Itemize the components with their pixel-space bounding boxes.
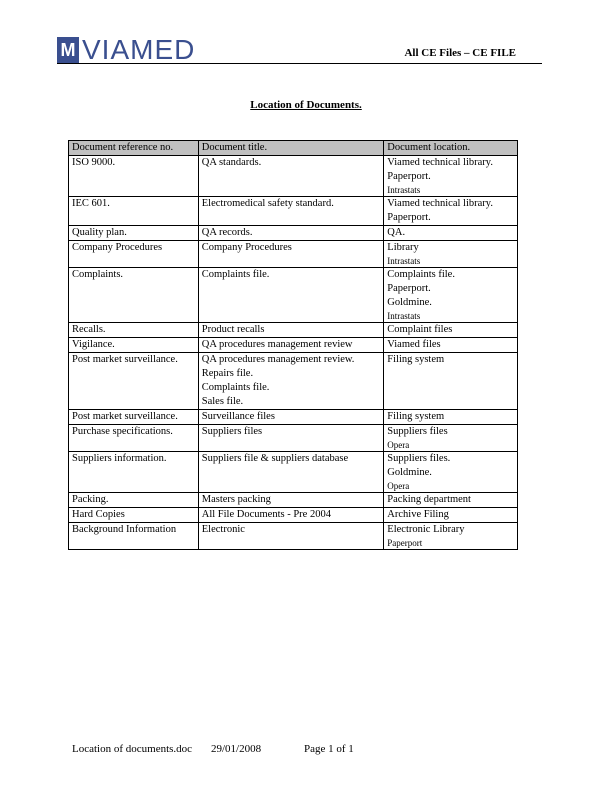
table-body	[69, 156, 518, 550]
table-header-row	[69, 141, 518, 156]
cell-location	[384, 425, 518, 452]
location-line: Packing department	[387, 494, 471, 505]
cell-title	[198, 197, 384, 226]
logo-text: VIAMED	[82, 34, 196, 65]
title-line: Surveillance files	[201, 411, 275, 422]
table-row	[69, 523, 518, 550]
title-line: Suppliers files	[201, 426, 263, 437]
cell-location	[384, 353, 518, 410]
cell-location	[384, 523, 518, 550]
cell-title	[198, 268, 384, 323]
location-line: Goldmine.	[387, 467, 432, 478]
title-line: Product recalls	[201, 324, 265, 335]
table-row	[69, 452, 518, 493]
cell-title	[198, 508, 384, 523]
location-line: Viamed technical library.	[387, 157, 493, 168]
location-line: Complaints file.	[387, 269, 455, 280]
table-row	[69, 226, 518, 241]
cell-location	[384, 268, 518, 323]
cell-reference: Vigilance.	[69, 338, 199, 353]
cell-location	[384, 241, 518, 268]
cell-title	[198, 241, 384, 268]
cell-reference: Complaints.	[69, 268, 199, 323]
table-row	[69, 241, 518, 268]
location-line: Paperport.	[387, 171, 431, 182]
cell-location	[384, 508, 518, 523]
title-line: Complaints file.	[201, 382, 270, 393]
location-line: Goldmine.	[387, 297, 432, 308]
cell-reference: Suppliers information.	[69, 452, 199, 493]
cell-title	[198, 425, 384, 452]
cell-title	[198, 493, 384, 508]
cell-title	[198, 156, 384, 197]
table-row	[69, 493, 518, 508]
title-line: QA standards.	[201, 157, 262, 168]
title-line: Complaints file.	[201, 269, 270, 280]
title-line: Masters packing	[201, 494, 271, 505]
footer-filename: Location of documents.doc	[72, 743, 193, 755]
title-line: All File Documents - Pre 2004	[201, 509, 331, 520]
table-row	[69, 353, 518, 410]
location-line: Archive Filing	[387, 509, 449, 520]
location-line: Intrastats	[387, 185, 421, 195]
cell-location	[384, 410, 518, 425]
location-line: Paperport.	[387, 283, 431, 294]
table-row	[69, 156, 518, 197]
title-line: QA procedures management review.	[201, 354, 355, 365]
cell-title	[198, 226, 384, 241]
title-line: Sales file.	[201, 396, 244, 407]
location-line: Electronic Library	[387, 524, 465, 535]
table-row	[69, 425, 518, 452]
column-header-reference: Document reference no.	[69, 141, 199, 156]
header-divider	[57, 63, 542, 64]
location-line: Filing system	[387, 411, 445, 422]
table-row	[69, 323, 518, 338]
location-line: Filing system	[387, 354, 445, 365]
cell-location	[384, 493, 518, 508]
column-header-title: Document title.	[198, 141, 384, 156]
title-line: Electromedical safety standard.	[201, 198, 334, 209]
location-line: QA.	[387, 227, 406, 238]
title-line: QA procedures management review	[201, 339, 353, 350]
header-title: All CE Files – CE FILE	[404, 47, 516, 59]
title-line: Electronic	[201, 524, 245, 535]
location-line: Paperport.	[387, 212, 431, 223]
cell-reference: IEC 601.	[69, 197, 199, 226]
location-line: Paperport	[387, 538, 423, 548]
cell-reference: Purchase specifications.	[69, 425, 199, 452]
table-row	[69, 268, 518, 323]
cell-reference: Quality plan.	[69, 226, 199, 241]
table-row	[69, 508, 518, 523]
page-footer	[72, 743, 354, 755]
cell-title	[198, 323, 384, 338]
location-line: Library	[387, 242, 419, 253]
cell-location	[384, 156, 518, 197]
location-line: Opera	[387, 440, 410, 450]
documents-table	[68, 140, 518, 550]
cell-reference: Recalls.	[69, 323, 199, 338]
footer-page-number: Page 1 of 1	[304, 743, 354, 755]
location-line: Intrastats	[387, 256, 421, 266]
cell-title	[198, 452, 384, 493]
location-line: Intrastats	[387, 311, 421, 321]
title-line: QA records.	[201, 227, 253, 238]
title-line: Suppliers file & suppliers database	[201, 453, 349, 464]
location-line: Complaint files	[387, 324, 453, 335]
location-line: Suppliers files.	[387, 453, 451, 464]
cell-location	[384, 323, 518, 338]
cell-reference: Packing.	[69, 493, 199, 508]
title-line: Company Procedures	[201, 242, 292, 253]
cell-title	[198, 338, 384, 353]
location-line: Viamed technical library.	[387, 198, 493, 209]
location-line: Suppliers files	[387, 426, 448, 437]
table-row	[69, 410, 518, 425]
cell-reference: Background Information	[69, 523, 199, 550]
column-header-location: Document location.	[384, 141, 518, 156]
logo-mark: M	[57, 37, 79, 63]
cell-location	[384, 226, 518, 241]
cell-reference: ISO 9000.	[69, 156, 199, 197]
cell-reference: Post market surveillance.	[69, 410, 199, 425]
cell-title	[198, 523, 384, 550]
cell-reference: Company Procedures	[69, 241, 199, 268]
table-row	[69, 338, 518, 353]
document-title: Location of Documents.	[250, 99, 362, 111]
location-line: Opera	[387, 481, 410, 491]
cell-location	[384, 338, 518, 353]
cell-reference: Post market surveillance.	[69, 353, 199, 410]
location-line: Viamed files	[387, 339, 441, 350]
viamed-logo	[57, 35, 195, 65]
cell-location	[384, 197, 518, 226]
cell-location	[384, 452, 518, 493]
cell-title	[198, 353, 384, 410]
title-line: Repairs file.	[201, 368, 254, 379]
footer-date: 29/01/2008	[211, 743, 262, 755]
cell-title	[198, 410, 384, 425]
cell-reference: Hard Copies	[69, 508, 199, 523]
table-row	[69, 197, 518, 226]
